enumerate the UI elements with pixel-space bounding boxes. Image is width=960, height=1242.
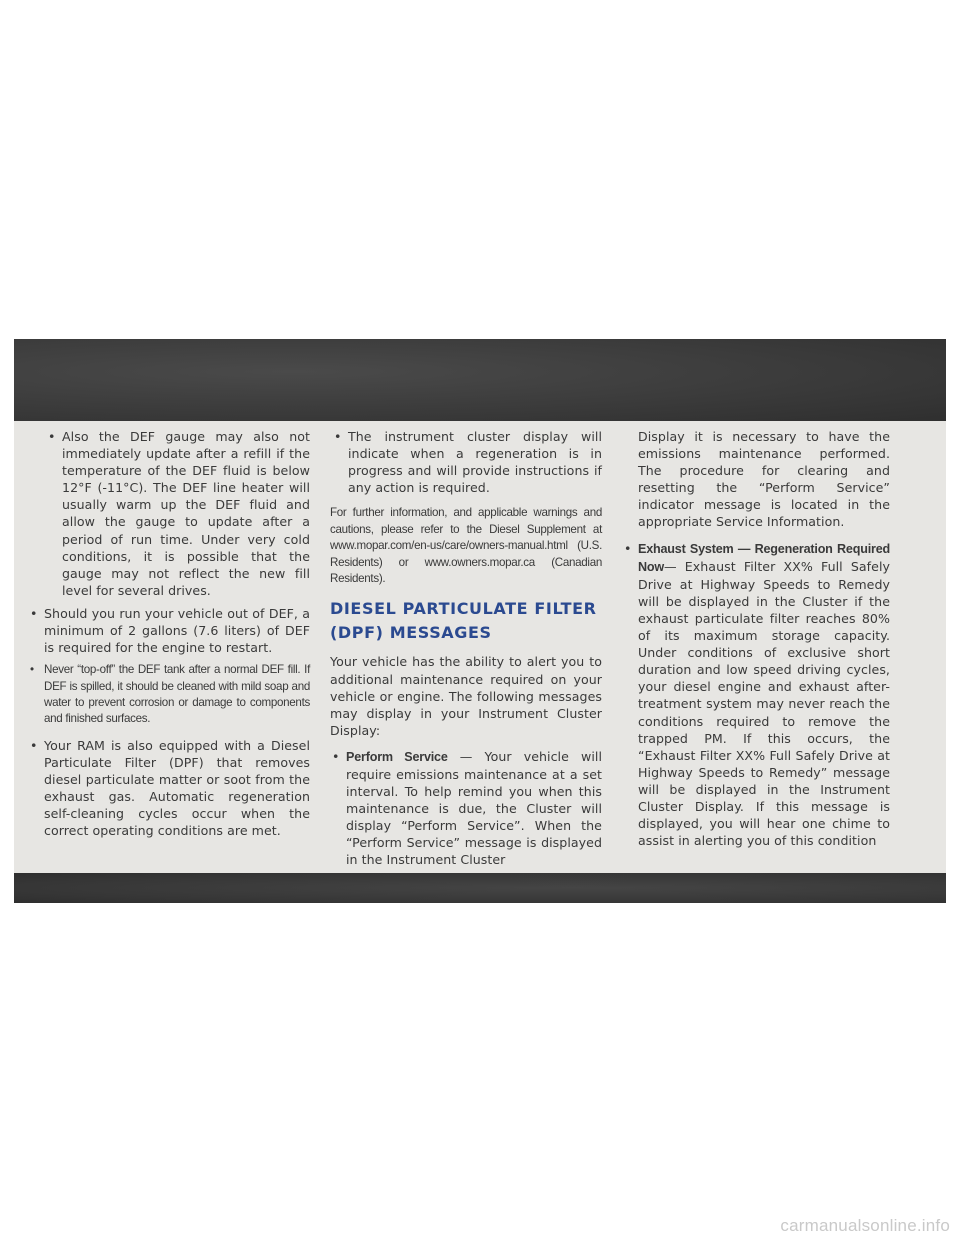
column-right: [622, 428, 890, 849]
bullet-icon: •: [332, 748, 340, 764]
footer-band: [14, 873, 946, 903]
column-left: [28, 428, 310, 839]
header-band: [14, 339, 946, 421]
section-intro: Your vehicle has the ability to alert you to additional maintenance required on your vehicle or engine. The following messages may display in your Instrument Cluster Display:: [330, 654, 602, 738]
list-item: • Your RAM is also equipped with a Diesel Particulate Filter (DPF) that removes diesel particulate matter or soot from the exhaust gas. Automatic regeneration self-cleaning cycles occur when the correct operating conditions are met.: [30, 737, 310, 839]
bullet-icon: •: [624, 540, 632, 556]
list-item: • Also the DEF gauge may also not immediately update after a refill if the temperature of the DEF fluid is below 12°F (-11°C). The DEF line heater will usually warm up the DEF fluid and allow the gauge to update after a period of run time. Under very cold conditions, it is possible that the gauge may not reflect the new fill level for several drives.: [48, 429, 310, 598]
section-heading: DIESEL PARTICULATE FILTER (DPF) MESSAGES: [330, 599, 597, 643]
bullet-icon: •: [48, 429, 56, 444]
message-label: Perform Service: [346, 749, 448, 764]
message-label: Exhaust System — Regeneration Required Now: [638, 541, 890, 574]
bullet-icon: •: [30, 663, 34, 677]
bullet-icon: •: [30, 605, 38, 621]
reference-note: For further information, and applicable warnings and cautions, please refer to the Diesel Supplement at www.mopar.com/en-us/care/owners-manual.html (U.S. Residents) or www.owners.mopar.ca (Canadian Residents).: [330, 506, 602, 585]
continued-text: Display it is necessary to have the emissions maintenance performed. The procedure for clearing and resetting the “Perform Service” indicator message is located in the appropriate Service Information.: [638, 429, 890, 530]
bullet-icon: •: [334, 429, 342, 444]
list-item: • Should you run your vehicle out of DEF, a minimum of 2 gallons (7.6 liters) of DEF is required for the engine to restart.: [30, 605, 310, 656]
list-item: • Perform Service — Your vehicle will require emissions maintenance at a set interval. To help remind you when this maintenance is due, the Cluster will display “Perform Service”. When the “Perform Service” message is displayed in the Instrument Cluster: [332, 748, 602, 868]
list-item-note: • Never “top-off” the DEF tank after a normal DEF fill. If DEF is spilled, it should be cleaned with mild soap and water to prevent corrosion or damage to components and finished surfaces.: [30, 663, 310, 726]
column-middle: [330, 428, 602, 869]
list-item: • Exhaust System — Regeneration Required Now— Exhaust Filter XX% Full Safely Drive at Highway Speeds to Remedy will be displayed in the Cluster if the exhaust particulate filter reaches 80% of its maximum storage capacity. Under conditions of exclusive short duration and low speed driving cycles, your diesel engine and exhaust after-treatment system may never reach the conditions required to remove the trapped PM. If this occurs, the “Exhaust Filter XX% Full Safely Drive at Highway Speeds to Remedy” message will be displayed in the Instrument Cluster Display. If this message is displayed, you will hear one chime to assist in alerting you of this condition: [624, 540, 890, 849]
site-watermark: carmanualsonline.info: [780, 1216, 950, 1235]
list-item: • The instrument cluster display will indicate when a regeneration is in progress and will provide instructions if any action is required.: [334, 429, 602, 496]
bullet-icon: •: [30, 737, 38, 753]
